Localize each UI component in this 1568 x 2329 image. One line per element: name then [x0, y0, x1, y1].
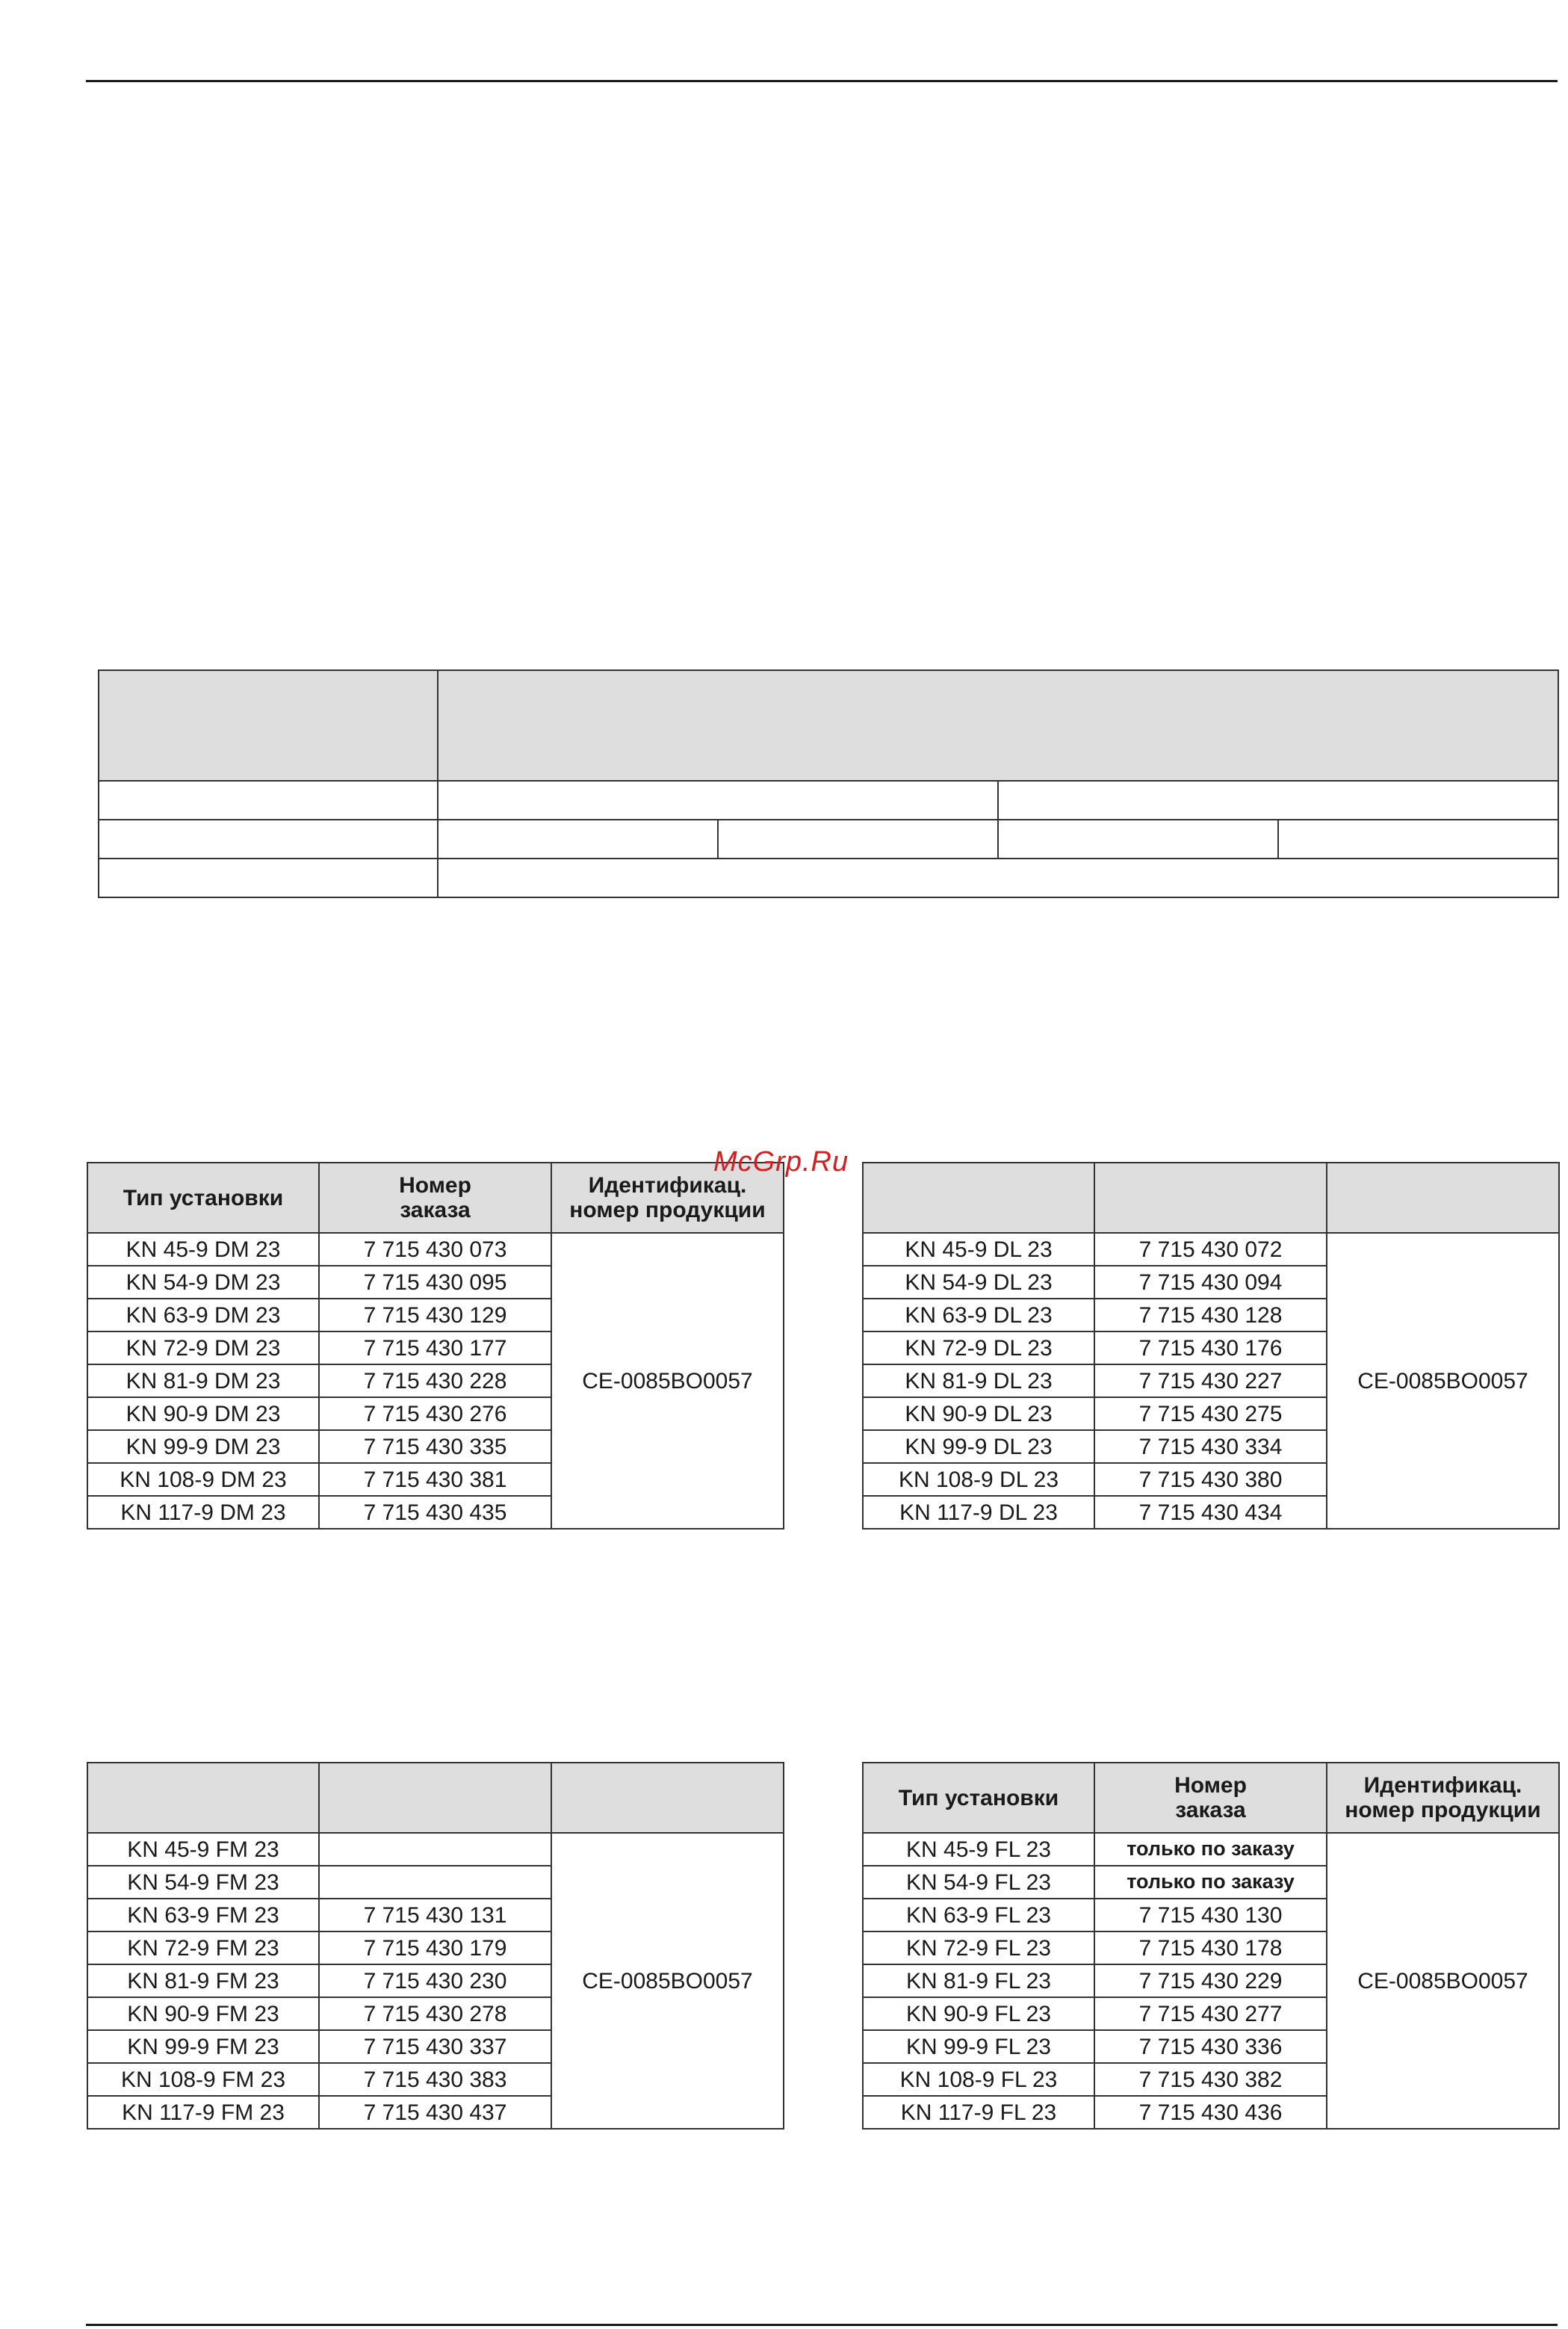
order-number-cell: 7 715 430 228	[319, 1364, 551, 1397]
type-cell: KN 90-9 FL 23	[863, 1997, 1094, 2030]
type-cell: KN 117-9 FM 23	[87, 2096, 319, 2129]
type-cell: KN 54-9 DM 23	[87, 1266, 319, 1299]
order-number-cell: 7 715 430 176	[1094, 1331, 1327, 1364]
table-row	[87, 1233, 784, 1266]
type-cell: KN 72-9 FL 23	[863, 1931, 1094, 1964]
column-header-type: Тип установки	[863, 1763, 1094, 1833]
order-number-cell: 7 715 430 434	[1094, 1496, 1327, 1529]
type-cell: KN 108-9 FL 23	[863, 2063, 1094, 2096]
column-header-empty	[1327, 1163, 1559, 1233]
order-number-cell: 7 715 430 230	[319, 1964, 551, 1997]
order-number-cell: 7 715 430 380	[1094, 1463, 1327, 1496]
top-rule	[86, 80, 1558, 82]
type-cell: KN 81-9 DM 23	[87, 1364, 319, 1397]
spec-cell	[718, 820, 998, 859]
product-id-cell: CE-0085BO0057	[551, 1233, 784, 1529]
spec-cell	[99, 781, 438, 820]
order-number-cell: 7 715 430 436	[1094, 2096, 1327, 2129]
type-cell: KN 72-9 DM 23	[87, 1331, 319, 1364]
product-table-fl	[862, 1762, 1560, 2129]
type-cell: KN 90-9 DL 23	[863, 1397, 1094, 1430]
order-number-cell: 7 715 430 277	[1094, 1997, 1327, 2030]
spec-header-left	[99, 670, 438, 781]
order-number-cell: 7 715 430 336	[1094, 2030, 1327, 2063]
type-cell: KN 108-9 DL 23	[863, 1463, 1094, 1496]
column-header-id: Идентификац. номер продукции	[1327, 1763, 1559, 1833]
type-cell: KN 54-9 FM 23	[87, 1866, 319, 1899]
column-header-empty	[1094, 1163, 1327, 1233]
spec-cell	[998, 781, 1558, 820]
type-cell: KN 117-9 DM 23	[87, 1496, 319, 1529]
order-number-cell: 7 715 430 177	[319, 1331, 551, 1364]
product-table-dl	[862, 1162, 1560, 1530]
order-number-cell: 7 715 430 278	[319, 1997, 551, 2030]
type-cell: KN 99-9 DM 23	[87, 1430, 319, 1463]
column-header-id: Идентификац. номер продукции	[551, 1163, 784, 1233]
order-number-cell: 7 715 430 131	[319, 1899, 551, 1931]
spec-cell	[438, 781, 998, 820]
order-number-cell	[319, 1866, 551, 1899]
order-number-cell: 7 715 430 334	[1094, 1430, 1327, 1463]
type-cell: KN 117-9 DL 23	[863, 1496, 1094, 1529]
column-header-empty	[863, 1163, 1094, 1233]
order-number-cell: 7 715 430 383	[319, 2063, 551, 2096]
type-cell: KN 63-9 DM 23	[87, 1299, 319, 1331]
spec-header-right	[438, 670, 1558, 781]
type-cell: KN 99-9 FM 23	[87, 2030, 319, 2063]
order-number-cell: 7 715 430 095	[319, 1266, 551, 1299]
product-table-fm	[87, 1762, 784, 2129]
spec-table	[98, 669, 1559, 898]
product-id-cell: CE-0085BO0057	[1327, 1233, 1559, 1529]
type-cell: KN 99-9 DL 23	[863, 1430, 1094, 1463]
order-number-cell: только по заказу	[1094, 1833, 1327, 1866]
type-cell: KN 108-9 DM 23	[87, 1463, 319, 1496]
order-number-cell: 7 715 430 130	[1094, 1899, 1327, 1931]
column-header-order: Номер заказа	[1094, 1763, 1327, 1833]
order-number-cell: 7 715 430 129	[319, 1299, 551, 1331]
spec-cell	[438, 820, 718, 859]
order-number-cell: 7 715 430 335	[319, 1430, 551, 1463]
order-number-cell: 7 715 430 382	[1094, 2063, 1327, 2096]
column-header-empty	[87, 1763, 319, 1833]
type-cell: KN 90-9 DM 23	[87, 1397, 319, 1430]
type-cell: KN 63-9 DL 23	[863, 1299, 1094, 1331]
order-number-cell: 7 715 430 227	[1094, 1364, 1327, 1397]
order-number-cell: 7 715 430 072	[1094, 1233, 1327, 1266]
table-row	[863, 1833, 1559, 1866]
table-row	[87, 1833, 784, 1866]
order-number-cell: 7 715 430 435	[319, 1496, 551, 1529]
bottom-rule	[86, 2324, 1558, 2326]
type-cell: KN 117-9 FL 23	[863, 2096, 1094, 2129]
product-id-cell: CE-0085BO0057	[551, 1833, 784, 2129]
watermark: McGrp.Ru	[713, 1146, 849, 1178]
order-number-cell: 7 715 430 178	[1094, 1931, 1327, 1964]
type-cell: KN 81-9 FM 23	[87, 1964, 319, 1997]
type-cell: KN 45-9 FL 23	[863, 1833, 1094, 1866]
type-cell: KN 54-9 FL 23	[863, 1866, 1094, 1899]
spec-cell	[438, 859, 1558, 897]
type-cell: KN 72-9 DL 23	[863, 1331, 1094, 1364]
spec-cell	[998, 820, 1278, 859]
order-number-cell: только по заказу	[1094, 1866, 1327, 1899]
column-header-empty	[551, 1763, 784, 1833]
order-number-cell: 7 715 430 437	[319, 2096, 551, 2129]
column-header-order: Номер заказа	[319, 1163, 551, 1233]
order-number-cell: 7 715 430 276	[319, 1397, 551, 1430]
order-number-cell	[319, 1833, 551, 1866]
type-cell: KN 108-9 FM 23	[87, 2063, 319, 2096]
type-cell: KN 99-9 FL 23	[863, 2030, 1094, 2063]
type-cell: KN 63-9 FM 23	[87, 1899, 319, 1931]
order-number-cell: 7 715 430 337	[319, 2030, 551, 2063]
order-number-cell: 7 715 430 229	[1094, 1964, 1327, 1997]
type-cell: KN 81-9 FL 23	[863, 1964, 1094, 1997]
column-header-empty	[319, 1763, 551, 1833]
type-cell: KN 45-9 FM 23	[87, 1833, 319, 1866]
table-row	[863, 1233, 1559, 1266]
type-cell: KN 45-9 DL 23	[863, 1233, 1094, 1266]
spec-cell	[1278, 820, 1558, 859]
order-number-cell: 7 715 430 094	[1094, 1266, 1327, 1299]
order-number-cell: 7 715 430 381	[319, 1463, 551, 1496]
column-header-type: Тип установки	[87, 1163, 319, 1233]
type-cell: KN 54-9 DL 23	[863, 1266, 1094, 1299]
spec-cell	[99, 859, 438, 897]
type-cell: KN 45-9 DM 23	[87, 1233, 319, 1266]
type-cell: KN 63-9 FL 23	[863, 1899, 1094, 1931]
order-number-cell: 7 715 430 128	[1094, 1299, 1327, 1331]
product-table-dm	[87, 1162, 784, 1530]
spec-cell	[99, 820, 438, 859]
order-number-cell: 7 715 430 073	[319, 1233, 551, 1266]
type-cell: KN 81-9 DL 23	[863, 1364, 1094, 1397]
order-number-cell: 7 715 430 179	[319, 1931, 551, 1964]
type-cell: KN 72-9 FM 23	[87, 1931, 319, 1964]
type-cell: KN 90-9 FM 23	[87, 1997, 319, 2030]
order-number-cell: 7 715 430 275	[1094, 1397, 1327, 1430]
product-id-cell: CE-0085BO0057	[1327, 1833, 1559, 2129]
